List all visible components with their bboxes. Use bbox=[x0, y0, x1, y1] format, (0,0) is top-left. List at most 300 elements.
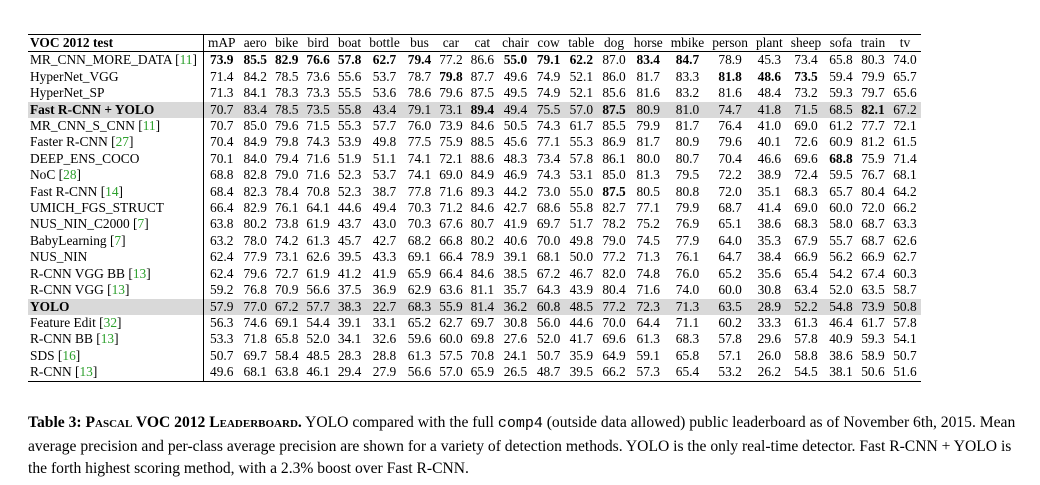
ap-cell: 86.1 bbox=[602, 150, 626, 166]
column-header: chair bbox=[502, 35, 529, 50]
ap-cell: 53.7 bbox=[372, 167, 397, 183]
ap-cell: 64.0 bbox=[718, 232, 742, 248]
ap-cell: 48.6 bbox=[757, 68, 782, 84]
ap-cell: 79.6 bbox=[439, 85, 463, 101]
ap-cell: 33.3 bbox=[757, 314, 782, 330]
ap-cell: 52.1 bbox=[569, 85, 594, 101]
ap-cell: 74.3 bbox=[536, 167, 561, 183]
ap-cell: 74.3 bbox=[536, 118, 561, 134]
ap-cell: 80.4 bbox=[602, 282, 626, 298]
ap-cell: 77.1 bbox=[636, 200, 660, 216]
ap-cell: 29.4 bbox=[337, 364, 362, 380]
ap-cell: 51.6 bbox=[893, 364, 917, 380]
ap-cell: 65.4 bbox=[675, 364, 700, 380]
citation-link[interactable]: 13 bbox=[132, 265, 147, 281]
header-dataset-label: VOC 2012 test bbox=[28, 35, 203, 52]
ap-cell: 35.3 bbox=[757, 232, 782, 248]
ap-cell: 87.7 bbox=[470, 68, 495, 84]
ap-cell: 29.6 bbox=[757, 331, 782, 347]
ap-cell: 80.3 bbox=[861, 52, 885, 68]
ap-cell: 62.7 bbox=[439, 314, 463, 330]
ap-cell: 78.7 bbox=[407, 68, 432, 84]
map-cell: 71.4 bbox=[210, 68, 234, 84]
column-header: table bbox=[568, 35, 595, 50]
ap-cell: 77.2 bbox=[439, 52, 463, 68]
table-row bbox=[28, 299, 921, 315]
caption-text-part1: YOLO compared with the full bbox=[301, 414, 498, 431]
ap-cell: 52.0 bbox=[306, 331, 330, 347]
ap-cell: 79.4 bbox=[274, 150, 299, 166]
ap-cell: 27.6 bbox=[503, 331, 528, 347]
column-header: sofa bbox=[829, 35, 853, 50]
ap-cell: 78.9 bbox=[718, 52, 742, 68]
ap-cell: 39.5 bbox=[569, 364, 594, 380]
ap-cell: 75.9 bbox=[439, 134, 463, 150]
method-name: DEEP_ENS_COCO bbox=[30, 150, 140, 166]
ap-cell: 26.0 bbox=[757, 347, 782, 363]
ap-cell: 80.2 bbox=[243, 216, 267, 232]
ap-cell: 51.9 bbox=[337, 150, 362, 166]
ap-cell: 52.3 bbox=[337, 167, 362, 183]
method-name-cell: Feature Edit [32] bbox=[28, 315, 203, 331]
map-cell: 68.4 bbox=[210, 183, 234, 199]
ap-cell: 36.9 bbox=[372, 282, 397, 298]
ap-cell: 69.6 bbox=[794, 150, 818, 166]
method-name-cell bbox=[28, 200, 203, 216]
ap-cell: 69.0 bbox=[794, 118, 818, 134]
table-row bbox=[28, 249, 921, 265]
ap-cell: 73.1 bbox=[274, 249, 299, 265]
ap-cell: 55.3 bbox=[569, 134, 594, 150]
citation-link[interactable]: 28 bbox=[63, 167, 77, 183]
ap-cell: 52.3 bbox=[337, 183, 362, 199]
ap-cell: 61.9 bbox=[306, 216, 330, 232]
ap-cell: 84.9 bbox=[243, 134, 267, 150]
map-cell: 56.3 bbox=[210, 314, 234, 330]
method-name: NUS_NIN_C2000 bbox=[30, 216, 130, 232]
citation-link[interactable]: 11 bbox=[142, 118, 156, 134]
ap-cell: 89.4 bbox=[470, 101, 495, 117]
ap-cell: 60.0 bbox=[718, 282, 742, 298]
ap-cell: 48.7 bbox=[536, 364, 561, 380]
ap-cell: 81.6 bbox=[718, 85, 742, 101]
method-name-cell: R-CNN VGG [13] bbox=[28, 282, 203, 298]
ap-cell: 71.5 bbox=[306, 118, 330, 134]
ap-cell: 89.3 bbox=[470, 183, 495, 199]
ap-cell: 61.3 bbox=[794, 314, 818, 330]
column-header: bus bbox=[410, 35, 429, 50]
ap-cell: 57.1 bbox=[718, 347, 742, 363]
ap-cell: 65.2 bbox=[407, 314, 432, 330]
method-name: NUS_NIN bbox=[30, 249, 88, 265]
ap-cell: 69.6 bbox=[602, 331, 626, 347]
ap-cell: 68.8 bbox=[829, 150, 853, 166]
ap-cell: 41.8 bbox=[757, 101, 782, 117]
ap-cell: 81.7 bbox=[636, 68, 660, 84]
ap-cell: 26.5 bbox=[503, 364, 528, 380]
column-header: cat bbox=[474, 35, 491, 50]
ap-cell: 78.3 bbox=[274, 85, 299, 101]
table-row bbox=[28, 134, 921, 150]
map-cell: 50.7 bbox=[210, 347, 234, 363]
column-header: bottle bbox=[369, 35, 400, 50]
ap-cell: 79.5 bbox=[675, 167, 700, 183]
method-name-cell bbox=[28, 69, 203, 85]
ap-cell: 83.4 bbox=[636, 52, 660, 68]
ap-cell: 59.4 bbox=[829, 68, 853, 84]
ap-cell: 64.4 bbox=[636, 314, 660, 330]
ap-cell: 73.5 bbox=[306, 101, 330, 117]
ap-cell: 78.0 bbox=[243, 232, 267, 248]
ap-cell: 88.6 bbox=[470, 150, 495, 166]
table-row bbox=[28, 282, 921, 298]
ap-cell: 48.3 bbox=[503, 150, 528, 166]
ap-cell: 54.2 bbox=[829, 265, 853, 281]
method-name: Faster R-CNN bbox=[30, 134, 108, 150]
ap-cell: 57.8 bbox=[893, 314, 917, 330]
table-row bbox=[28, 348, 921, 364]
ap-cell: 41.2 bbox=[337, 265, 362, 281]
ap-cell: 81.3 bbox=[636, 167, 660, 183]
leaderboard-table bbox=[28, 34, 921, 382]
ap-cell: 79.6 bbox=[274, 118, 299, 134]
ap-cell: 53.6 bbox=[372, 85, 397, 101]
ap-cell: 71.3 bbox=[675, 298, 700, 314]
ap-cell: 68.6 bbox=[536, 200, 561, 216]
ap-cell: 76.4 bbox=[718, 118, 742, 134]
ap-cell: 59.1 bbox=[636, 347, 660, 363]
ap-cell: 64.2 bbox=[893, 183, 917, 199]
ap-cell: 42.7 bbox=[372, 232, 397, 248]
ap-cell: 81.8 bbox=[718, 68, 742, 84]
citation-link[interactable]: 13 bbox=[111, 282, 125, 298]
ap-cell: 60.0 bbox=[439, 331, 463, 347]
table-row bbox=[28, 118, 921, 134]
ap-cell: 65.7 bbox=[893, 68, 917, 84]
method-name-cell: R-CNN [13] bbox=[28, 364, 203, 381]
ap-cell: 77.8 bbox=[407, 183, 432, 199]
map-cell: 57.9 bbox=[210, 298, 234, 314]
table-row bbox=[28, 266, 921, 282]
ap-cell: 43.4 bbox=[372, 101, 397, 117]
ap-cell: 65.1 bbox=[718, 216, 742, 232]
ap-cell: 82.1 bbox=[861, 101, 885, 117]
table-row bbox=[28, 233, 921, 249]
ap-cell: 66.2 bbox=[893, 200, 917, 216]
ap-cell: 54.5 bbox=[794, 364, 818, 380]
ap-cell: 56.6 bbox=[407, 364, 432, 380]
method-name-cell bbox=[28, 151, 203, 167]
ap-cell: 39.5 bbox=[337, 249, 362, 265]
ap-cell: 68.1 bbox=[243, 364, 267, 380]
column-header: mbike bbox=[670, 35, 705, 50]
ap-cell: 56.0 bbox=[536, 314, 561, 330]
ap-cell: 71.6 bbox=[306, 167, 330, 183]
ap-cell: 70.8 bbox=[470, 347, 495, 363]
ap-cell: 49.5 bbox=[503, 85, 528, 101]
ap-cell: 55.6 bbox=[337, 68, 362, 84]
ap-cell: 74.0 bbox=[675, 282, 700, 298]
ap-cell: 60.0 bbox=[829, 200, 853, 216]
citation-link[interactable]: 16 bbox=[62, 347, 76, 363]
ap-cell: 30.8 bbox=[757, 282, 782, 298]
ap-cell: 77.7 bbox=[861, 118, 885, 134]
ap-cell: 85.0 bbox=[243, 118, 267, 134]
ap-cell: 68.1 bbox=[893, 167, 917, 183]
ap-cell: 80.0 bbox=[636, 150, 660, 166]
ap-cell: 56.2 bbox=[829, 249, 853, 265]
ap-cell: 74.7 bbox=[718, 101, 742, 117]
method-name: SDS bbox=[30, 347, 55, 363]
ap-cell: 53.2 bbox=[718, 364, 742, 380]
ap-cell: 65.9 bbox=[407, 265, 432, 281]
table-row bbox=[28, 200, 921, 216]
ap-cell: 57.7 bbox=[372, 118, 397, 134]
ap-cell: 35.7 bbox=[503, 282, 528, 298]
column-header: boat bbox=[338, 35, 362, 50]
map-cell: 62.4 bbox=[210, 249, 234, 265]
ap-cell: 72.1 bbox=[893, 118, 917, 134]
method-name: HyperNet_SP bbox=[30, 85, 105, 101]
ap-cell: 73.4 bbox=[536, 150, 561, 166]
ap-cell: 80.2 bbox=[470, 232, 495, 248]
citation-link[interactable]: 13 bbox=[79, 364, 93, 380]
ap-cell: 66.9 bbox=[794, 249, 818, 265]
table-row bbox=[28, 331, 921, 347]
method-name-cell bbox=[28, 249, 203, 265]
ap-cell: 72.1 bbox=[439, 150, 463, 166]
ap-cell: 69.0 bbox=[439, 167, 463, 183]
ap-cell: 41.0 bbox=[757, 118, 782, 134]
ap-cell: 44.6 bbox=[337, 200, 362, 216]
ap-cell: 69.7 bbox=[536, 216, 561, 232]
ap-cell: 66.9 bbox=[861, 249, 885, 265]
ap-cell: 67.9 bbox=[794, 232, 818, 248]
ap-cell: 36.2 bbox=[503, 298, 528, 314]
ap-cell: 43.9 bbox=[569, 282, 594, 298]
ap-cell: 60.3 bbox=[893, 265, 917, 281]
column-header: sheep bbox=[790, 35, 822, 50]
ap-cell: 73.9 bbox=[861, 298, 885, 314]
method-name: NoC bbox=[30, 167, 56, 183]
map-cell: 70.1 bbox=[210, 150, 234, 166]
ap-cell: 79.9 bbox=[675, 200, 700, 216]
ap-cell: 58.9 bbox=[861, 347, 885, 363]
ap-cell: 32.6 bbox=[372, 331, 397, 347]
ap-cell: 48.5 bbox=[306, 347, 330, 363]
citation-link[interactable]: 7 bbox=[137, 216, 145, 232]
table-caption bbox=[28, 412, 1022, 481]
ap-cell: 68.3 bbox=[407, 298, 432, 314]
ap-cell: 73.2 bbox=[794, 85, 818, 101]
ap-cell: 79.8 bbox=[274, 134, 299, 150]
citation-link[interactable]: 32 bbox=[103, 314, 118, 330]
ap-cell: 70.8 bbox=[306, 183, 330, 199]
column-header: bike bbox=[275, 35, 299, 50]
ap-cell: 68.7 bbox=[861, 216, 885, 232]
ap-cell: 72.0 bbox=[861, 200, 885, 216]
ap-cell: 82.0 bbox=[602, 265, 626, 281]
ap-cell: 71.3 bbox=[636, 249, 660, 265]
ap-cell: 73.6 bbox=[306, 68, 330, 84]
ap-cell: 54.4 bbox=[306, 314, 330, 330]
column-header: mAP bbox=[207, 35, 236, 50]
ap-cell: 49.6 bbox=[503, 68, 528, 84]
ap-cell: 40.1 bbox=[757, 134, 782, 150]
ap-cell: 24.1 bbox=[503, 347, 528, 363]
ap-cell: 27.9 bbox=[372, 364, 397, 380]
ap-cell: 79.6 bbox=[718, 134, 742, 150]
ap-cell: 82.3 bbox=[243, 183, 267, 199]
map-cell: 73.9 bbox=[210, 52, 234, 68]
column-header: dog bbox=[603, 35, 625, 50]
ap-cell: 65.9 bbox=[470, 364, 495, 380]
ap-cell: 84.1 bbox=[243, 85, 267, 101]
method-name-cell: R-CNN VGG BB [13] bbox=[28, 266, 203, 282]
ap-cell: 65.8 bbox=[829, 52, 853, 68]
ap-cell: 40.6 bbox=[503, 232, 528, 248]
citation-link[interactable]: 11 bbox=[179, 52, 193, 68]
ap-cell: 76.8 bbox=[243, 282, 267, 298]
ap-cell: 63.8 bbox=[274, 364, 299, 380]
ap-cell: 64.7 bbox=[718, 249, 742, 265]
ap-cell: 75.2 bbox=[636, 216, 660, 232]
ap-cell: 76.0 bbox=[675, 265, 700, 281]
ap-cell: 45.7 bbox=[337, 232, 362, 248]
ap-cell: 62.7 bbox=[893, 249, 917, 265]
ap-cell: 67.6 bbox=[439, 216, 463, 232]
ap-cell: 76.1 bbox=[675, 249, 700, 265]
ap-cell: 68.3 bbox=[794, 216, 818, 232]
ap-cell: 79.7 bbox=[861, 85, 885, 101]
ap-cell: 49.4 bbox=[503, 101, 528, 117]
method-name-cell: MR_CNN_MORE_DATA [11] bbox=[28, 52, 203, 69]
citation-link[interactable]: 7 bbox=[114, 232, 122, 248]
ap-cell: 67.4 bbox=[861, 265, 885, 281]
citation-link[interactable]: 27 bbox=[115, 134, 129, 150]
ap-cell: 61.3 bbox=[306, 232, 330, 248]
ap-cell: 57.0 bbox=[569, 101, 594, 117]
ap-cell: 26.2 bbox=[757, 364, 782, 380]
ap-cell: 79.4 bbox=[407, 52, 432, 68]
ap-cell: 81.0 bbox=[675, 101, 700, 117]
column-header: train bbox=[860, 35, 886, 50]
ap-cell: 71.1 bbox=[675, 314, 700, 330]
ap-cell: 22.7 bbox=[372, 298, 397, 314]
ap-cell: 45.3 bbox=[757, 52, 782, 68]
ap-cell: 49.8 bbox=[569, 232, 594, 248]
ap-cell: 38.7 bbox=[372, 183, 397, 199]
ap-cell: 76.6 bbox=[306, 52, 330, 68]
ap-cell: 61.7 bbox=[861, 314, 885, 330]
ap-cell: 41.9 bbox=[372, 265, 397, 281]
method-name: UMICH_FGS_STRUCT bbox=[30, 200, 164, 216]
column-header: plant bbox=[755, 35, 783, 50]
ap-cell: 80.9 bbox=[636, 101, 660, 117]
ap-cell: 63.3 bbox=[893, 216, 917, 232]
ap-cell: 38.6 bbox=[829, 347, 853, 363]
ap-cell: 57.8 bbox=[569, 150, 594, 166]
ap-cell: 59.3 bbox=[829, 85, 853, 101]
ap-cell: 87.5 bbox=[602, 183, 626, 199]
citation-link[interactable]: 13 bbox=[100, 331, 115, 347]
ap-cell: 38.1 bbox=[829, 364, 853, 380]
ap-cell: 50.6 bbox=[861, 364, 885, 380]
map-cell: 66.4 bbox=[210, 200, 234, 216]
ap-cell: 64.9 bbox=[602, 347, 626, 363]
ap-cell: 58.7 bbox=[893, 282, 917, 298]
ap-cell: 39.1 bbox=[503, 249, 528, 265]
ap-cell: 46.1 bbox=[306, 364, 330, 380]
method-name: R-CNN VGG BB bbox=[30, 265, 125, 281]
ap-cell: 69.8 bbox=[470, 331, 495, 347]
method-name-cell: BabyLearning [7] bbox=[28, 233, 203, 249]
ap-cell: 85.5 bbox=[243, 52, 267, 68]
ap-cell: 88.5 bbox=[470, 134, 495, 150]
method-name: MR_CNN_S_CNN bbox=[30, 118, 135, 134]
ap-cell: 45.6 bbox=[503, 134, 528, 150]
ap-cell: 74.1 bbox=[407, 167, 432, 183]
ap-cell: 38.4 bbox=[757, 249, 782, 265]
ap-cell: 59.6 bbox=[407, 331, 432, 347]
ap-cell: 54.8 bbox=[829, 298, 853, 314]
ap-cell: 79.6 bbox=[243, 265, 267, 281]
column-header: bird bbox=[307, 35, 329, 50]
ap-cell: 80.7 bbox=[470, 216, 495, 232]
ap-cell: 66.2 bbox=[602, 364, 626, 380]
ap-cell: 59.3 bbox=[861, 331, 885, 347]
ap-cell: 70.0 bbox=[536, 232, 561, 248]
ap-cell: 73.0 bbox=[536, 183, 561, 199]
ap-cell: 74.9 bbox=[536, 68, 561, 84]
method-name: R-CNN BB bbox=[30, 331, 93, 347]
ap-cell: 54.1 bbox=[893, 331, 917, 347]
ap-cell: 52.0 bbox=[829, 282, 853, 298]
column-header: horse bbox=[633, 35, 663, 50]
ap-cell: 50.0 bbox=[569, 249, 594, 265]
ap-cell: 76.0 bbox=[407, 118, 432, 134]
table-row bbox=[28, 315, 921, 331]
ap-cell: 28.8 bbox=[372, 347, 397, 363]
ap-cell: 51.7 bbox=[569, 216, 594, 232]
citation-link[interactable]: 14 bbox=[105, 183, 119, 199]
method-name-cell: NUS_NIN_C2000 [7] bbox=[28, 216, 203, 232]
ap-cell: 63.5 bbox=[861, 282, 885, 298]
method-name: YOLO bbox=[30, 298, 70, 314]
ap-cell: 68.1 bbox=[536, 249, 561, 265]
ap-cell: 55.9 bbox=[439, 298, 463, 314]
ap-cell: 64.1 bbox=[306, 200, 330, 216]
method-name: Fast R-CNN + YOLO bbox=[30, 101, 155, 117]
map-cell: 59.2 bbox=[210, 282, 234, 298]
ap-cell: 44.2 bbox=[503, 183, 528, 199]
ap-cell: 72.4 bbox=[794, 167, 818, 183]
ap-cell: 40.9 bbox=[829, 331, 853, 347]
ap-cell: 33.1 bbox=[372, 314, 397, 330]
ap-cell: 77.2 bbox=[602, 298, 626, 314]
ap-cell: 67.2 bbox=[274, 298, 299, 314]
ap-cell: 71.6 bbox=[636, 282, 660, 298]
ap-cell: 69.1 bbox=[407, 249, 432, 265]
ap-cell: 55.0 bbox=[569, 183, 594, 199]
ap-cell: 81.1 bbox=[470, 282, 495, 298]
table-header bbox=[28, 35, 921, 52]
ap-cell: 70.0 bbox=[602, 314, 626, 330]
ap-cell: 79.1 bbox=[407, 101, 432, 117]
column-header: tv bbox=[899, 35, 911, 50]
ap-cell: 57.8 bbox=[337, 52, 362, 68]
ap-cell: 61.9 bbox=[306, 265, 330, 281]
